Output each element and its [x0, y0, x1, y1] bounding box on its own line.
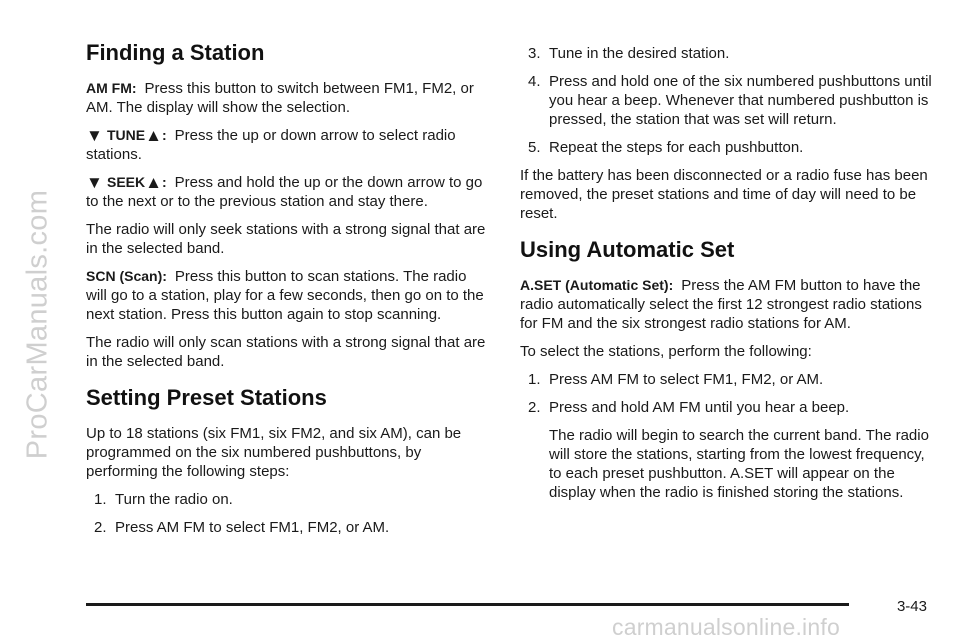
heading-finding-a-station: Finding a Station [86, 40, 265, 65]
tune-paragraph [86, 126, 491, 164]
aset-text: Press the AM FM button to have the radio automatically select the first 12 strongest radio stations for FM and the six strongest radio stations for AM. [520, 277, 922, 332]
footer-rule [86, 603, 849, 606]
list-item: 2. Press and hold AM FM until you hear a beep. [528, 399, 850, 416]
heading-setting-preset-stations: Setting Preset Stations [86, 385, 327, 410]
list-item: 5. Repeat the steps for each pushbutton. [528, 139, 804, 156]
scan-note: The radio will only scan stations with a strong signal that are in the selected band. [86, 334, 486, 370]
arrow-up-icon: ▲ [145, 173, 162, 192]
seek-note: The radio will only seek stations with a strong signal that are in the selected band. [86, 221, 486, 257]
amfm-term: AM FM: [86, 80, 137, 96]
search-note: The radio will begin to search the current band. The radio will store the stations, starting from the lowest frequency, to each preset pushbutton. A.SET will appear on the display when the radio is finished storing the stations. [549, 427, 929, 501]
preset-intro: Up to 18 stations (six FM1, six FM2, and six AM), can be programmed on the six numbered pushbuttons, by performing the following steps: [86, 425, 462, 480]
list-item: 2. Press AM FM to select FM1, FM2, or AM. [94, 519, 390, 536]
scn-text: Press this button to scan stations. The radio will go to a station, play for a few seconds, then go on to the next station. Press this button again to stop scanning. [86, 268, 484, 323]
side-watermark: ProCarManuals.com [21, 189, 54, 460]
arrow-down-icon: ▼ [86, 126, 103, 145]
scn-term: SCN (Scan): [86, 268, 167, 284]
seek-text: Press and hold the up or the down arrow to go to the next or to the previous station and stay there. [86, 174, 483, 210]
seek-colon: : [161, 174, 167, 190]
amfm-paragraph [86, 79, 491, 117]
scn-paragraph [86, 267, 491, 324]
left-column [86, 40, 491, 546]
tune-term: TUNE [107, 127, 146, 143]
aset-steps-list [520, 370, 932, 417]
list-item: 3. Tune in the desired station. [528, 45, 730, 62]
preset-steps-continued [520, 44, 932, 157]
aset-paragraph [520, 276, 932, 333]
tune-colon: : [161, 127, 167, 143]
heading-using-automatic-set: Using Automatic Set [520, 237, 735, 262]
select-intro: To select the stations, perform the following: [520, 343, 812, 360]
bottom-watermark: carmanualsonline.info [612, 614, 840, 640]
aset-term: A.SET (Automatic Set): [520, 277, 674, 293]
battery-note: If the battery has been disconnected or a radio fuse has been removed, the preset stations and time of day will need to be reset. [520, 167, 928, 222]
list-item: 4. Press and hold one of the six numbered pushbuttons until you hear a beep. Whenever that numbered pushbutton is pressed, the station that was set will return. [528, 73, 932, 128]
tune-text: Press the up or down arrow to select radio stations. [86, 127, 456, 163]
seek-paragraph [86, 173, 491, 211]
seek-term: SEEK [107, 174, 146, 190]
page-number: 3-43 [896, 598, 927, 615]
list-item: 1. Press AM FM to select FM1, FM2, or AM. [528, 371, 824, 388]
right-column [520, 44, 932, 511]
preset-steps-list [86, 490, 491, 537]
arrow-up-icon: ▲ [145, 126, 162, 145]
list-item: 1. Turn the radio on. [94, 491, 233, 508]
arrow-down-icon: ▼ [86, 173, 103, 192]
amfm-text: Press this button to switch between FM1, FM2, or AM. The display will show the selection. [86, 80, 474, 116]
